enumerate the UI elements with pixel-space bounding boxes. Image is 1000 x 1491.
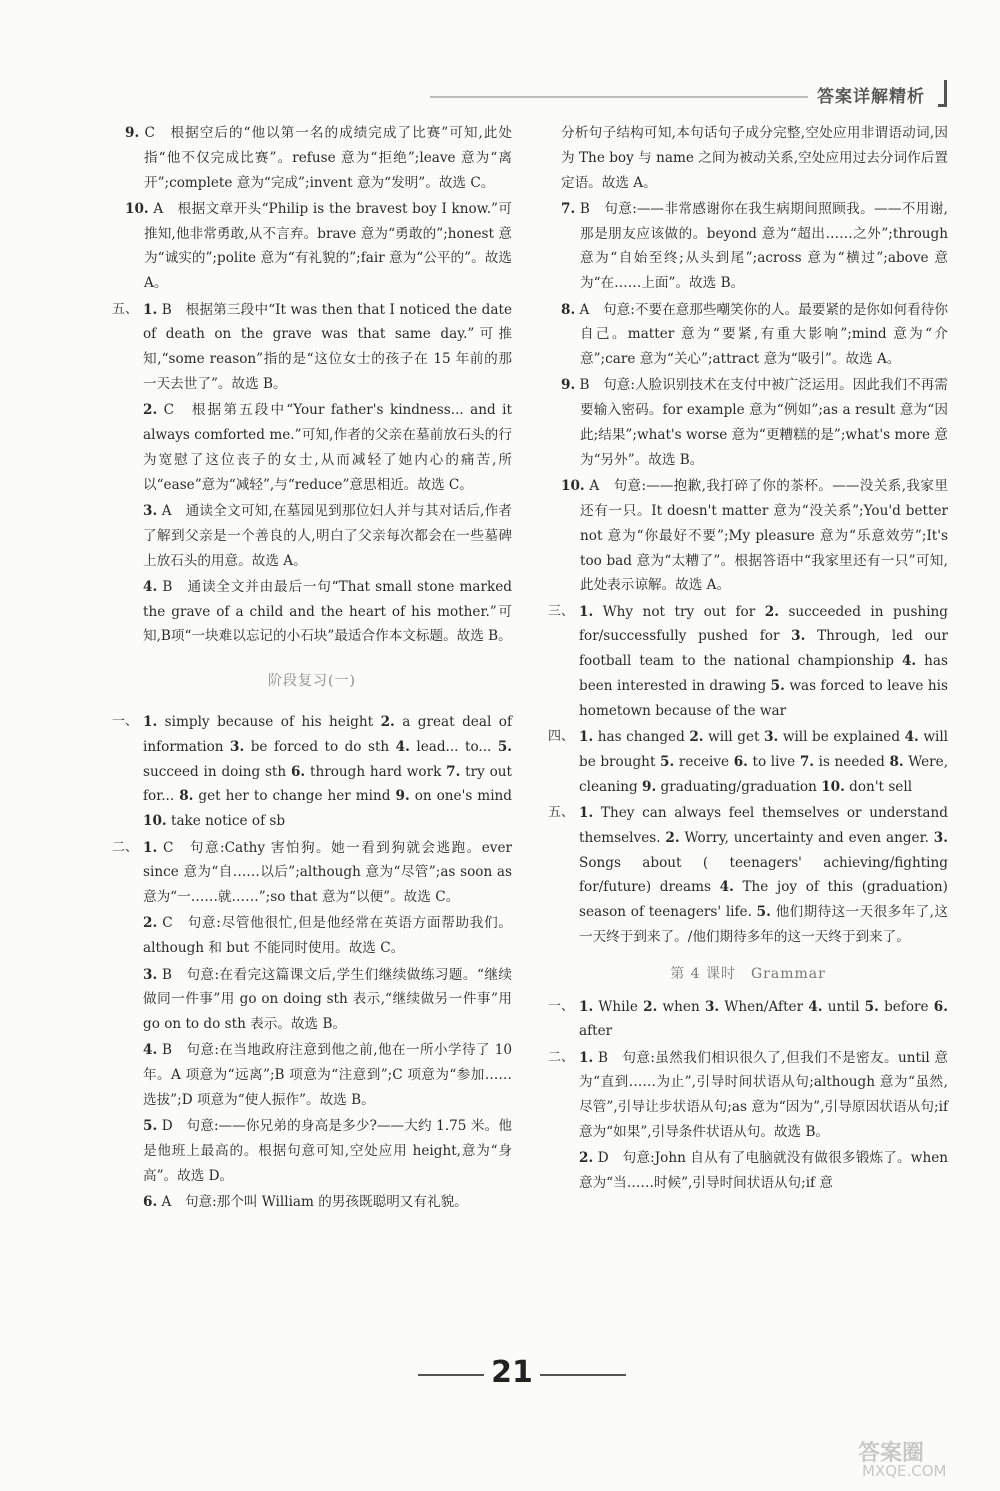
answer-number: 9. (642, 778, 657, 795)
answer-text: D 句意:——你兄弟的身高是多少?——大约 1.75 米。他是他班上最高的。根据句意可知,空处应用 height,意为“身高”。故选 D。 (143, 1118, 512, 1184)
answer-number: 6. (143, 1194, 158, 1211)
footer-rule-left (418, 1374, 484, 1376)
answer-item (143, 575, 512, 649)
answer-item (143, 1038, 512, 1112)
answer-number: 1. (579, 805, 594, 822)
answer-item (112, 121, 512, 195)
answer-number: 2. (579, 1150, 594, 1167)
answer-number: 10. (821, 778, 845, 795)
answer-number: 2. (143, 915, 158, 932)
fill-answer: on one's mind (414, 788, 513, 805)
answer-number: 4. (719, 879, 734, 896)
answer-number: 9. (125, 125, 140, 141)
fill-answer: Why not try out for (602, 603, 756, 620)
fill-answer: take notice of sb (170, 813, 286, 830)
answer-text: B 根据第三段中“It was then that I noticed the date of death on the grave was that same day.”可推知,“some reason”指的是“这位女士的孩子在 15 年前的那一天去世了”。故选 B。 (143, 301, 513, 392)
answer-text: B 句意:——非常感谢你在我生病期间照顾我。——不用谢,那是朋友应该做的。beyond 意为“超出……之外”;through 意为“自始至终;从头到尾”;across 意为“横过”;above 意为“在……上面”。故选 B。 (579, 200, 948, 292)
answer-item (548, 298, 948, 372)
fill-answer: succeeded in pushing for/successfully pushed for (579, 603, 949, 645)
answer-number: 2. (643, 998, 658, 1015)
section-5 (112, 298, 512, 650)
fill-answer: get her to change her mind (198, 788, 391, 805)
grammar-part-1 (548, 995, 948, 1045)
fill-answer: succeed in doing sth (143, 763, 287, 780)
fill-answer: They can always feel themselves or understand themselves. (579, 805, 948, 846)
answer-item (143, 298, 512, 397)
review-title: 阶段复习(一) (268, 673, 356, 690)
answer-text: D 句意:John 自从有了电脑就没有做很多锻炼了。when 意为“当……时候”,引导时间状语从句;if 意 (579, 1150, 948, 1192)
fill-answer: lead... to... (416, 738, 492, 755)
review-part-4 (548, 725, 948, 799)
review-part-1 (112, 710, 512, 834)
answer-item (143, 499, 512, 573)
answer-text: C 句意:Cathy 害怕狗。她一看到狗就会逃跑。ever since 意为“自……以后”;although 意为“尽管”;as soon as 意为“一……就……”;so that 意为“以便”。故选 C。 (143, 839, 512, 906)
grammar-part-2-label: 二、 (548, 1049, 575, 1065)
answer-number: 3. (704, 998, 720, 1015)
fill-answer: until (827, 998, 860, 1015)
answer-text: B 句意:在看完这篇课文后,学生们继续做练习题。“继续做同一件事”用 go on doing sth 表示,“继续做另一件事”用 go on to do sth 表示。故选 B。 (143, 966, 512, 1033)
review-part-1-label: 一、 (112, 714, 139, 730)
answer-number: 8. (889, 753, 904, 770)
fill-answer: graduating/graduation (660, 778, 817, 795)
answer-number: 1. (579, 1049, 594, 1066)
fill-answer: receive (678, 753, 730, 770)
fill-answer: will get (708, 729, 760, 746)
answer-number: 2. (380, 714, 395, 731)
answer-text: C 根据第五段中“Your father's kindness... and it always comforted me.”可知,作者的父亲在墓前放石头的行为宽慰了这位丧子的女士,从而减轻了她内心的痛苦,所以“ease”意为“减轻”,与“reduce”意思相近。故选 C。 (143, 402, 512, 493)
answer-item (143, 963, 512, 1037)
fill-answer: is needed (818, 753, 885, 770)
fill-answer: Through, led our football team to the national championship (579, 628, 949, 670)
answer-item (548, 373, 948, 472)
answer-number: 7. (446, 763, 461, 780)
fill-answer: when (662, 998, 700, 1015)
review-part-2 (112, 836, 512, 1215)
answer-item (143, 1190, 512, 1215)
answer-number: 8. (561, 301, 576, 318)
review-part-4-label: 四、 (548, 729, 575, 745)
answer-number: 1. (143, 714, 158, 731)
answer-item (112, 197, 512, 296)
answer-item (143, 836, 512, 910)
answer-number: 3. (764, 729, 779, 746)
fill-answer: While (598, 998, 638, 1015)
answer-number: 5. (143, 1118, 158, 1135)
answer-number: 4. (808, 998, 823, 1015)
answer-number: 9. (395, 788, 410, 805)
fill-answer: before (884, 998, 929, 1015)
watermark-url: MXQE.COM (862, 1462, 947, 1480)
fill-answer: Worry, uncertainty and even anger. (684, 829, 929, 846)
fill-answer: will be explained (782, 729, 901, 746)
fill-answer: simply because of his height (164, 714, 374, 731)
answer-number: 2. (689, 729, 704, 746)
answer-text: C 根据空后的“他以第一名的成绩完成了比赛”可知,此处指“他不仅完成比赛”。refuse 意为“拒绝”;leave 意为“离开”;complete 意为“完成”;invent 意为“发明”。故选 C。 (144, 125, 512, 191)
grammar-part-2 (548, 1046, 948, 1196)
continued-answer: 分析句子结构可知,本句话句子成分完整,空处应用非谓语动词,因为 The boy 与 name 之间为被动关系,空处应用过去分词作后置定语。故选 A。 (561, 125, 948, 191)
answer-item (548, 197, 948, 296)
answer-text: A 句意:不要在意那些嘲笑你的人。最要紧的是你如何看待你自己。matter 意为“要紧,有重大影响”;mind 意为“介意”;care 意为“关心”;attract 意为“吸引”。故选 A。 (579, 301, 948, 368)
fill-answer: through hard work (309, 763, 442, 780)
answer-number: 5. (497, 738, 513, 755)
fill-answer: a great deal of information (143, 714, 512, 755)
answer-number: 2. (665, 829, 680, 846)
answer-number: 1. (579, 998, 594, 1015)
answer-number: 3. (143, 966, 158, 983)
answer-number: 5. (756, 904, 771, 921)
lesson-title: 第 4 课时 Grammar (670, 965, 826, 982)
left-column (112, 121, 512, 1216)
grammar-part-1-label: 一、 (548, 998, 575, 1014)
answer-number: 5. (660, 753, 675, 770)
answer-text: A 通读全文可知,在墓园见到那位妇人并与其对话后,作者了解到父亲是一个善良的人,明白了父亲每次都会在一些墓碑上放石头的用意。故选 A。 (143, 502, 512, 569)
fill-answer: 他们期待这一天很多年了,这一天终于到来了。/他们期待多年的这一天终于到来了。 (579, 904, 948, 945)
fill-answer: The joy of this (graduation) season of teenagers' life. (579, 879, 948, 921)
answer-number: 3. (143, 502, 158, 519)
answer-number: 3. (933, 829, 948, 846)
fill-answer: after (579, 1023, 613, 1040)
answer-number: 4. (904, 729, 919, 746)
fill-answer: Songs about ( teenagers' achieving/fighting for/future) dreams (579, 854, 948, 896)
section-5-label: 五、 (112, 301, 139, 317)
header-rule (430, 96, 808, 98)
answer-number: 10. (125, 200, 149, 217)
footer-rule-right (540, 1374, 626, 1376)
answer-text: B 句意:在当地政府注意到他之前,他在一所小学待了 10 年。A 项意为“远离”;B 项意为“注意到”;C 项意为“参加……选拔”;D 项意为“使人振作”。故选 B。 (143, 1042, 512, 1108)
header-title: 答案详解精析 (817, 87, 925, 107)
fill-answer: Were, cleaning (579, 753, 949, 795)
answer-number: 4. (143, 1042, 158, 1059)
answer-number: 10. (143, 813, 167, 830)
answer-number: 2. (764, 603, 779, 620)
answer-number: 5. (770, 678, 785, 695)
answer-number: 3. (791, 628, 806, 645)
fill-answer: to live (752, 753, 796, 770)
page-number: 21 (491, 1355, 533, 1390)
answer-number: 6. (290, 763, 306, 780)
answer-number: 4. (901, 653, 917, 670)
fill-answer: try out for... (143, 763, 513, 805)
answer-item (579, 1146, 948, 1196)
answer-number: 4. (395, 738, 410, 755)
fill-answer: be forced to do sth (250, 738, 390, 755)
right-column (548, 121, 948, 1197)
answer-number: 3. (230, 738, 245, 755)
header-bracket-decoration (938, 80, 947, 107)
review-part-5 (548, 801, 948, 950)
answer-number: 5. (864, 998, 879, 1015)
answer-text: A 句意:那个叫 William 的男孩既聪明又有礼貌。 (161, 1194, 468, 1211)
answer-text: C 句意:尽管他很忙,但是他经常在英语方面帮助我们。although 和 but 不能同时使用。故选 C。 (143, 915, 512, 957)
answer-text: A 根据文章开头“Philip is the bravest boy I know.”可推知,他非常勇敢,从不言弃。brave 意为“勇敢的”;honest 意为“诚实的”;polite 意为“有礼貌的”;fair 意为“公平的”。故选 A。 (144, 200, 513, 292)
answer-item (579, 1046, 948, 1145)
review-part-3 (548, 600, 948, 724)
answer-text: B 句意:虽然我们相识很久了,但我们不是密友。until 意为“直到……为止”,引导时间状语从句;although 意为“虽然,尽管”,引导让步状语从句;as 意为“因为”,引导原因状语从句;if 意为“如果”,引导条件状语从句。故选 B。 (579, 1049, 948, 1141)
answer-number: 6. (733, 753, 748, 770)
answer-number: 1. (579, 603, 594, 620)
answer-text: A 句意:——抱歉,我打碎了你的茶杯。——没关系,我家里还有一只。It doesn't matter 意为“没关系”;You'd better not 意为“你最好不要”;My pleasure 意为“乐意效劳”;It's too bad 意为“太糟了”。根据答语中“我家里还有一只”可知,此处表示谅解。故选 A。 (580, 478, 948, 594)
review-part-2-continued (548, 197, 948, 598)
fill-answer: has changed (597, 729, 685, 746)
answer-number: 1. (143, 301, 158, 318)
answer-number: 10. (561, 478, 585, 495)
review-part-5-label: 五、 (548, 805, 575, 821)
section-4-tail (112, 121, 512, 296)
answer-number: 7. (561, 200, 576, 217)
answer-text: B 通读全文并由最后一句“That small stone marked the grave of a child and the heart of his mother.”可知,B项“一块难以忘记的小石块”最适合作本文标题。故选 B。 (143, 578, 512, 645)
answer-number: 8. (179, 788, 194, 805)
answer-number: 2. (143, 402, 158, 419)
answer-item (143, 398, 512, 497)
fill-answer: When/After (724, 998, 804, 1015)
answer-item (143, 1114, 512, 1188)
answer-number: 1. (579, 729, 594, 746)
answer-number: 6. (933, 998, 948, 1015)
fill-answer: has been interested in drawing (579, 653, 948, 695)
fill-answer: don't sell (849, 778, 913, 795)
answer-number: 1. (143, 839, 158, 856)
answer-item (548, 474, 948, 598)
answer-number: 4. (143, 578, 158, 595)
answer-text: B 句意:人脸识别技术在支付中被广泛运用。因此我们不再需要输入密码。for example 意为“例如”;as a result 意为“因此;结果”;what's worse 意为“更糟糕的是”;what's more 意为“另外”。故选 B。 (579, 377, 948, 468)
review-part-2-label: 二、 (112, 839, 139, 855)
review-part-3-label: 三、 (548, 603, 575, 619)
answer-number: 7. (799, 753, 815, 770)
answer-item (143, 911, 512, 961)
watermark-logo: 答案圈 (858, 1441, 925, 1466)
fill-answer: was forced to leave his hometown because of the war (579, 678, 948, 719)
answer-number: 9. (561, 377, 576, 394)
fill-answer: will be brought (579, 729, 949, 770)
